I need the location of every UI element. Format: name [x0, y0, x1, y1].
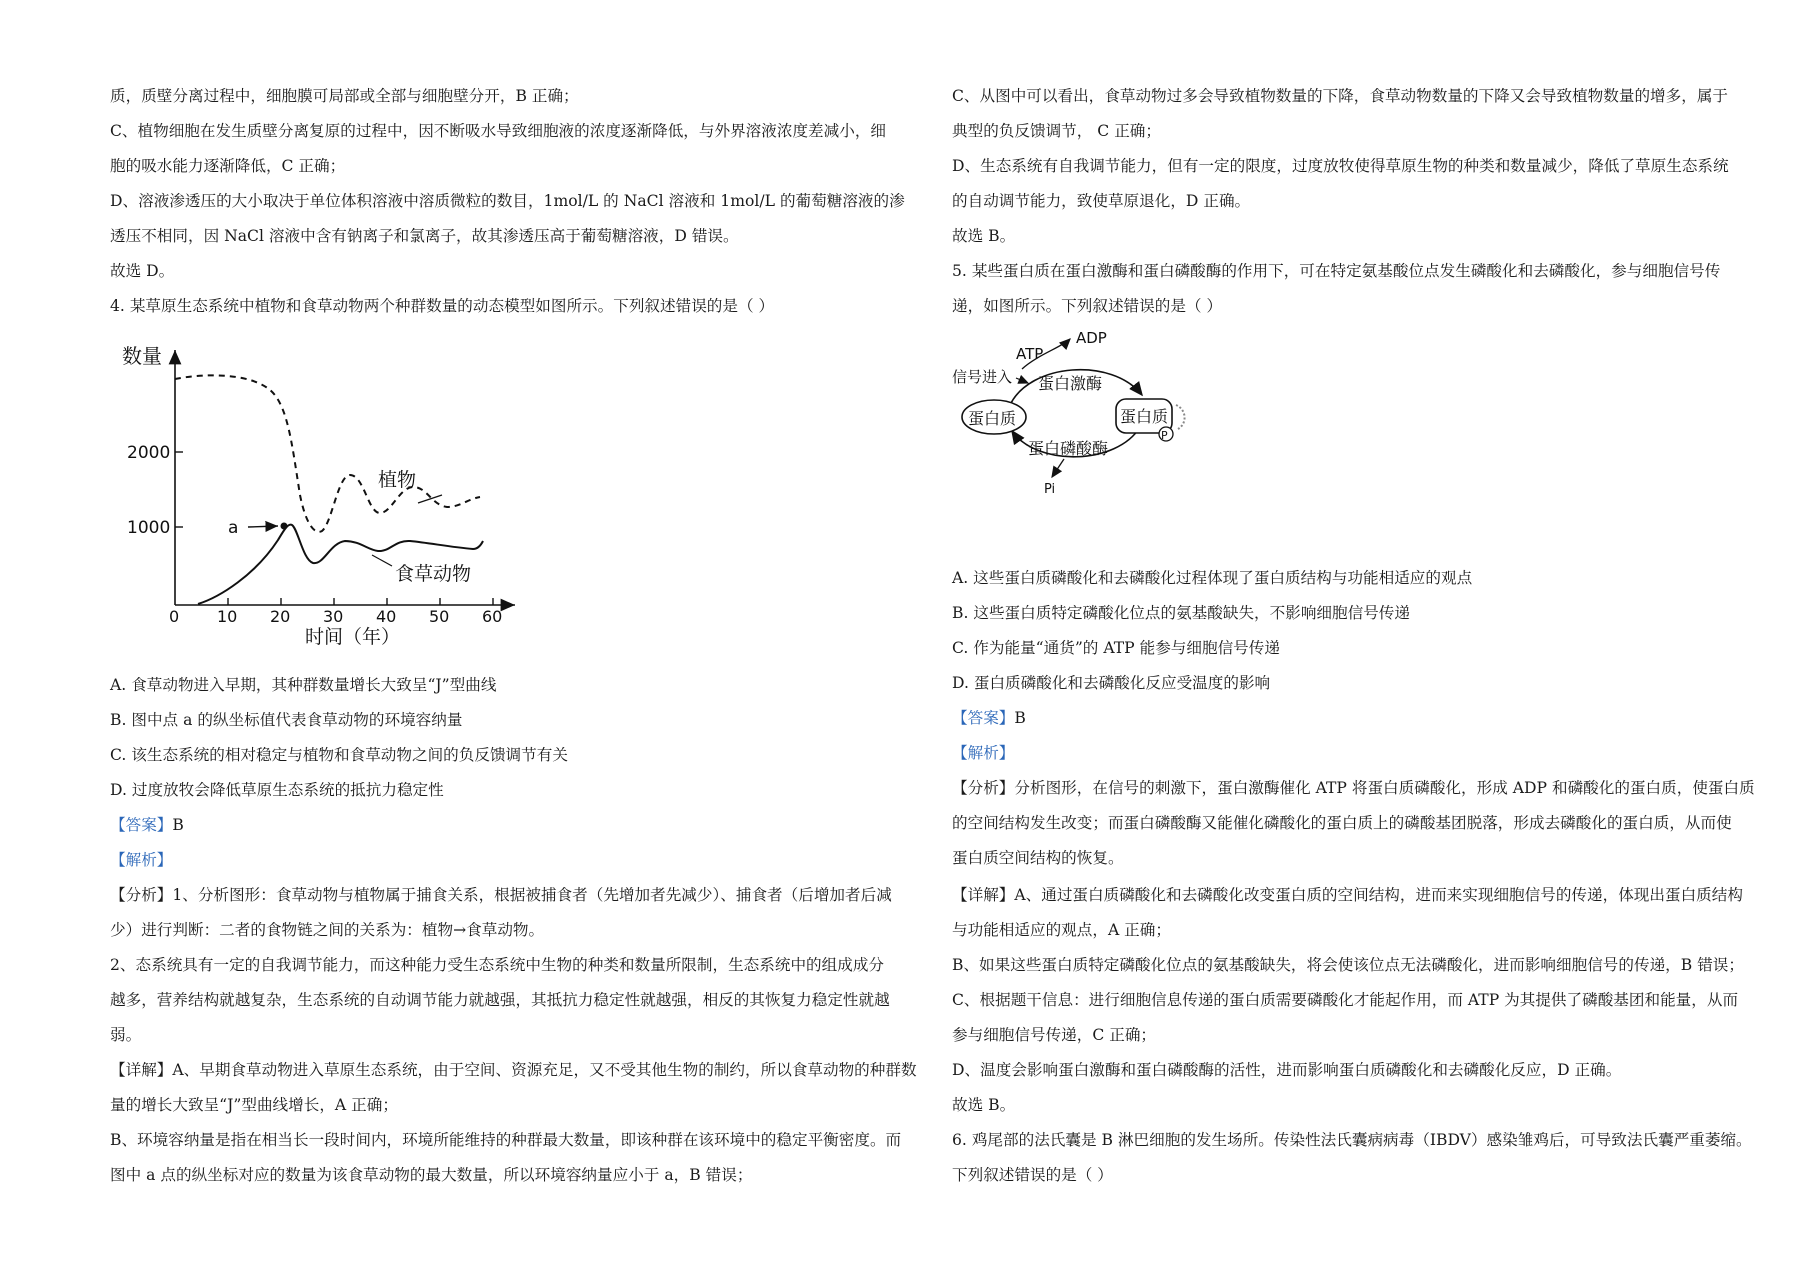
point-a-label: a	[228, 518, 239, 538]
x-tick-label: 60	[482, 607, 503, 626]
phosphatase-label: 蛋白磷酸酶	[1028, 439, 1109, 458]
x-tick-label: 10	[217, 607, 238, 626]
text-line: B、环境容纳量是指在相当长一段时间内，环境所能维持的种群最大数量，即该种群在该环境中的稳定平衡密度。而	[110, 1131, 902, 1149]
text-line: 参与细胞信号传递，C 正确；	[952, 1026, 1157, 1044]
text-line: 故选 B。	[952, 227, 1016, 245]
text-line: C、根据题干信息：进行细胞信息传递的蛋白质需要磷酸化才能起作用，而 ATP 为其提供了磷酸基团和能量，从而	[952, 991, 1739, 1009]
pi-label: Pi	[1044, 482, 1056, 497]
text-line: D、生态系统有自我调节能力，但有一定的限度，过度放牧使得草原生物的种类和数量减少，降低了草原生态系统	[952, 157, 1729, 175]
herbivore-label: 食草动物	[395, 563, 472, 585]
answer-value: B	[1014, 709, 1026, 727]
question-6-stem: 6. 鸡尾部的法氏囊是 B 淋巴细胞的发生场所。传染性法氏囊病病毒（IBDV）感染雏鸡后，可导致法氏囊严重萎缩。	[952, 1131, 1752, 1149]
option-a: A. 这些蛋白质磷酸化和去磷酸化过程体现了蛋白质结构与功能相适应的观点	[952, 569, 1473, 587]
text-line: 与功能相适应的观点，A 正确；	[952, 921, 1171, 939]
x-tick-label: 20	[270, 607, 291, 626]
x-tick-label: 0	[169, 607, 180, 626]
text-line: 2、态系统具有一定的自我调节能力，而这种能力受生态系统中生物的种类和数量所限制，生态系统中的组成成分	[110, 956, 885, 974]
analysis-tag: 【解析】	[952, 744, 1015, 762]
text-line: 典型的负反馈调节， C 正确；	[952, 122, 1161, 140]
text-line: 递，如图所示。下列叙述错误的是（ ）	[952, 297, 1223, 315]
x-tick-label: 50	[429, 607, 450, 626]
answer-value: B	[172, 816, 184, 834]
text-line: 胞的吸水能力逐渐降低，C 正确；	[110, 157, 346, 175]
population-chart	[110, 335, 530, 655]
text-line: 蛋白质空间结构的恢复。	[952, 849, 1124, 867]
option-b: B. 这些蛋白质特定磷酸化位点的氨基酸缺失，不影响细胞信号传递	[952, 604, 1410, 622]
answer-line	[110, 815, 184, 835]
text-line: 【分析】分析图形，在信号的刺激下，蛋白激酶催化 ATP 将蛋白质磷酸化，形成 ADP 和磷酸化的蛋白质，使蛋白质	[952, 779, 1755, 797]
phosphorylation-diagram	[952, 325, 1212, 505]
text-line: C、从图中可以看出，食草动物过多会导致植物数量的下降，食草动物数量的下降又会导致植物数量的增多，属于	[952, 87, 1729, 105]
x-tick-label: 40	[376, 607, 397, 626]
text-line: 图中 a 点的纵坐标对应的数量为该食草动物的最大数量，所以环境容纳量应小于 a，B 错误；	[110, 1166, 753, 1184]
option-c: C. 该生态系统的相对稳定与植物和食草动物之间的负反馈调节有关	[110, 746, 568, 764]
text-line: 弱。	[110, 1026, 142, 1044]
option-c: C. 作为能量“通货”的 ATP 能参与细胞信号传递	[952, 639, 1280, 657]
analysis-tag: 【解析】	[110, 851, 173, 869]
text-line: 的自动调节能力，致使草原退化，D 正确。	[952, 192, 1251, 210]
plant-curve	[175, 375, 480, 531]
text-line: 【详解】A、通过蛋白质磷酸化和去磷酸化改变蛋白质的空间结构，进而来实现细胞信号的传递，体现出蛋白质结构	[952, 886, 1743, 904]
atp-label: ATP	[1016, 345, 1044, 363]
text-line: 故选 B。	[952, 1096, 1016, 1114]
question-4-stem: 4. 某草原生态系统中植物和食草动物两个种群数量的动态模型如图所示。下列叙述错误的是（ ）	[110, 297, 775, 315]
protein-left-label: 蛋白质	[968, 409, 1017, 428]
text-line: B、如果这些蛋白质特定磷酸化位点的氨基酸缺失，将会使该位点无法磷酸化，进而影响细胞信号的传递，B 错误；	[952, 956, 1744, 974]
signal-label: 信号进入	[952, 368, 1013, 386]
option-d: D. 过度放牧会降低草原生态系统的抵抗力稳定性	[110, 781, 444, 799]
active-glow-icon	[1176, 405, 1185, 429]
text-line: 故选 D。	[110, 262, 175, 280]
point-a	[281, 523, 288, 530]
text-line: 越多，营养结构就越复杂，生态系统的自动调节能力就越强，其抵抗力稳定性就越强，相反的其恢复力稳定性就越	[110, 991, 890, 1009]
text-line: 质，质壁分离过程中，细胞膜可局部或全部与细胞壁分开，B 正确；	[110, 87, 579, 105]
text-line: 【详解】A、早期食草动物进入草原生态系统，由于空间、资源充足，又不受其他生物的制约，所以食草动物的种群数	[110, 1061, 917, 1079]
text-line: 透压不相同，因 NaCl 溶液中含有钠离子和氯离子，故其渗透压高于葡萄糖溶液，D 错误。	[110, 227, 739, 245]
text-line: D、温度会影响蛋白激酶和蛋白磷酸酶的活性，进而影响蛋白质磷酸化和去磷酸化反应，D 正确。	[952, 1061, 1622, 1079]
answer-line	[952, 708, 1026, 728]
text-line: 【分析】1、分析图形：食草动物与植物属于捕食关系，根据被捕食者（先增加者先减少）、捕食者（后增加者后减	[110, 886, 892, 904]
text-line: D、溶液渗透压的大小取决于单位体积溶液中溶质微粒的数目，1mol/L 的 NaCl 溶液和 1mol/L 的葡萄糖溶液的渗	[110, 192, 905, 210]
answer-tag: 【答案】	[110, 816, 173, 834]
x-axis-label: 时间（年）	[305, 626, 401, 648]
y-tick-label: 2000	[127, 443, 171, 463]
text-line: 量的增长大致呈“J”型曲线增长，A 正确；	[110, 1096, 398, 1114]
option-d: D. 蛋白质磷酸化和去磷酸化反应受温度的影响	[952, 674, 1271, 692]
text-line: 少）进行判断：二者的食物链之间的关系为：植物→食草动物。	[110, 921, 545, 939]
kinase-label: 蛋白激酶	[1038, 374, 1103, 393]
adp-label: ADP	[1076, 329, 1107, 347]
text-line: 下列叙述错误的是（ ）	[952, 1166, 1113, 1184]
plant-label: 植物	[378, 469, 417, 491]
answer-tag: 【答案】	[952, 709, 1015, 727]
option-a: A. 食草动物进入早期，其种群数量增长大致呈“J”型曲线	[110, 676, 497, 694]
y-tick-label: 1000	[127, 518, 171, 538]
text-line: 的空间结构发生改变；而蛋白磷酸酶又能催化磷酸化的蛋白质上的磷酸基团脱落，形成去磷酸化的蛋白质，从而使	[952, 814, 1732, 832]
protein-right-label: 蛋白质	[1120, 407, 1169, 426]
question-5-stem: 5. 某些蛋白质在蛋白激酶和蛋白磷酸酶的作用下，可在特定氨基酸位点发生磷酸化和去磷酸化，参与细胞信号传	[952, 262, 1721, 280]
y-axis-label: 数量	[122, 344, 162, 368]
text-line: C、植物细胞在发生质壁分离复原的过程中，因不断吸水导致细胞液的浓度逐渐降低，与外界溶液浓度差减小，细	[110, 122, 887, 140]
phosphate-label: P	[1161, 429, 1168, 442]
option-b: B. 图中点 a 的纵坐标值代表食草动物的环境容纳量	[110, 711, 463, 729]
x-tick-label: 30	[323, 607, 344, 626]
